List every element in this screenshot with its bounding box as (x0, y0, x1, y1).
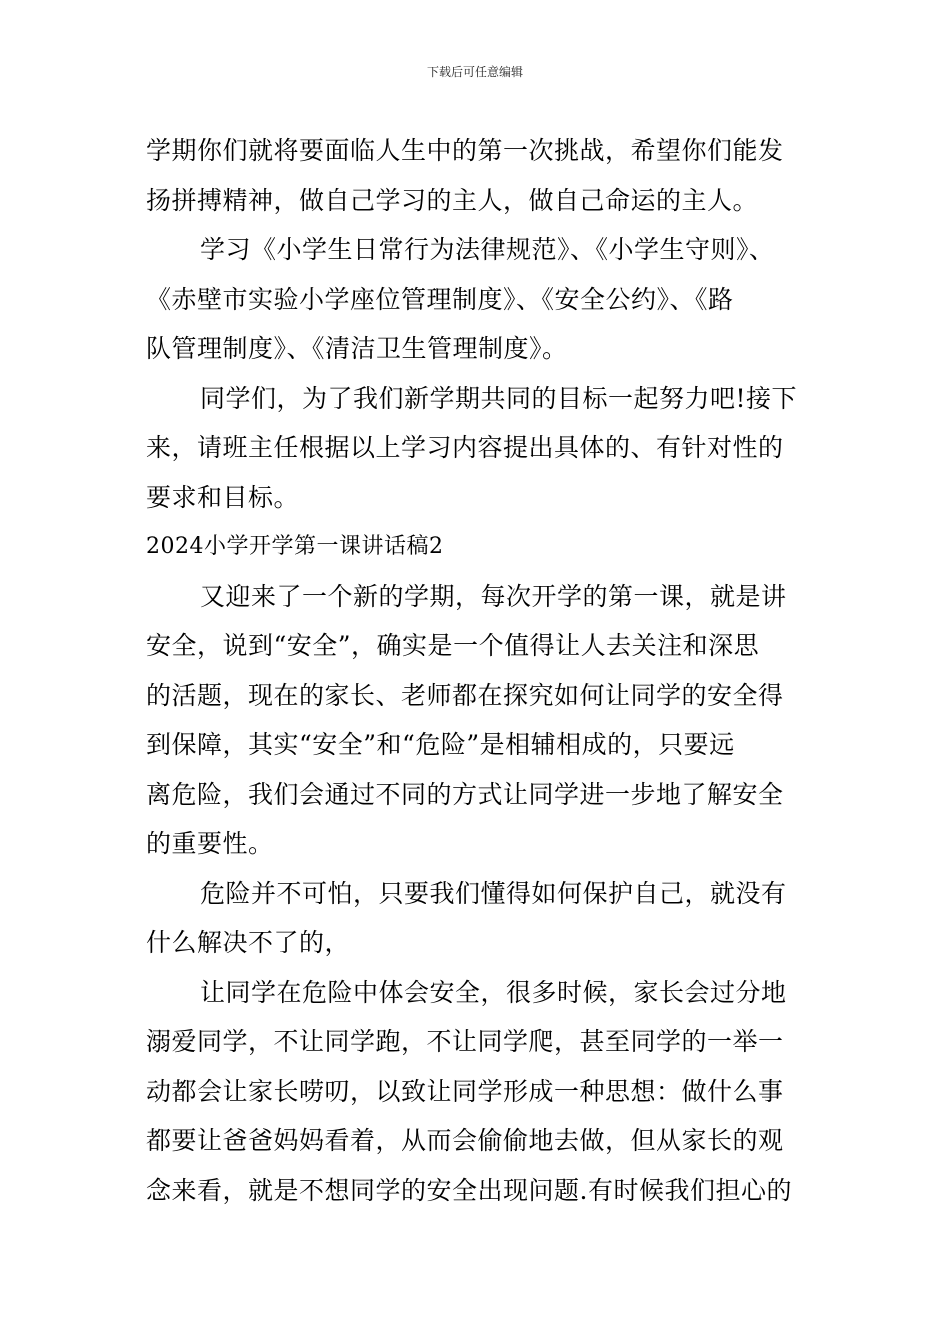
text-line-16: 危险并不可怕，只要我们懂得如何保护自己，就没有 (200, 878, 787, 908)
section-heading: 2024小学开学第一课讲话稿2 (146, 534, 444, 559)
text-line-22: 念来看，就是不想同学的安全出现问题.有时候我们担心的 (146, 1175, 792, 1205)
text-line-4: 《赤壁市实验小学座位管理制度》、《安全公约》、《路 (146, 284, 734, 314)
text-line-21: 都要让爸爸妈妈看着，从而会偷偷地去做，但从家长的观 (146, 1126, 784, 1155)
text-line-7: 来，请班主任根据以上学习内容提出具体的、有针对性的 (146, 433, 784, 462)
text-line-17: 什么解决不了的， (146, 928, 351, 957)
page-header-note: 下载后可任意编辑 (426, 65, 523, 79)
text-line-13: 到保障，其实“安全”和“危险”是相辅相成的，只要远 (146, 730, 735, 759)
text-line-12: 的活题，现在的家长、老师都在探究如何让同学的安全得 (146, 680, 784, 710)
text-line-6: 同学们，为了我们新学期共同的目标一起努力吧!接下 (200, 383, 798, 413)
text-line-2: 扬拼搏精神，做自己学习的主人，做自己命运的主人。 (146, 185, 759, 215)
text-line-11: 安全，说到“安全”，确实是一个值得让人去关注和深思 (146, 631, 760, 660)
text-line-18: 让同学在危险中体会安全，很多时候，家长会过分地 (200, 977, 787, 1007)
text-line-10: 又迎来了一个新的学期，每次开学的第一课，就是讲 (200, 581, 787, 611)
text-line-20: 动都会让家长唠叨，以致让同学形成一种思想：做什么事 (146, 1076, 784, 1106)
document-body (146, 126, 816, 1215)
text-line-15: 的重要性。 (146, 829, 274, 858)
text-line-8: 要求和目标。 (146, 482, 300, 512)
text-line-5: 队管理制度》、《清洁卫生管理制度》。 (146, 334, 568, 363)
text-line-14: 离危险，我们会通过不同的方式让同学进一步地了解安全 (146, 779, 784, 809)
text-line-1: 学期你们就将要面临人生中的第一次挑战，希望你们能发 (146, 136, 784, 165)
text-line-3: 学习《小学生日常行为法律规范》、《小学生守则》、 (200, 235, 775, 264)
text-line-19: 溺爱同学，不让同学跑，不让同学爬，甚至同学的一举一 (146, 1027, 784, 1056)
